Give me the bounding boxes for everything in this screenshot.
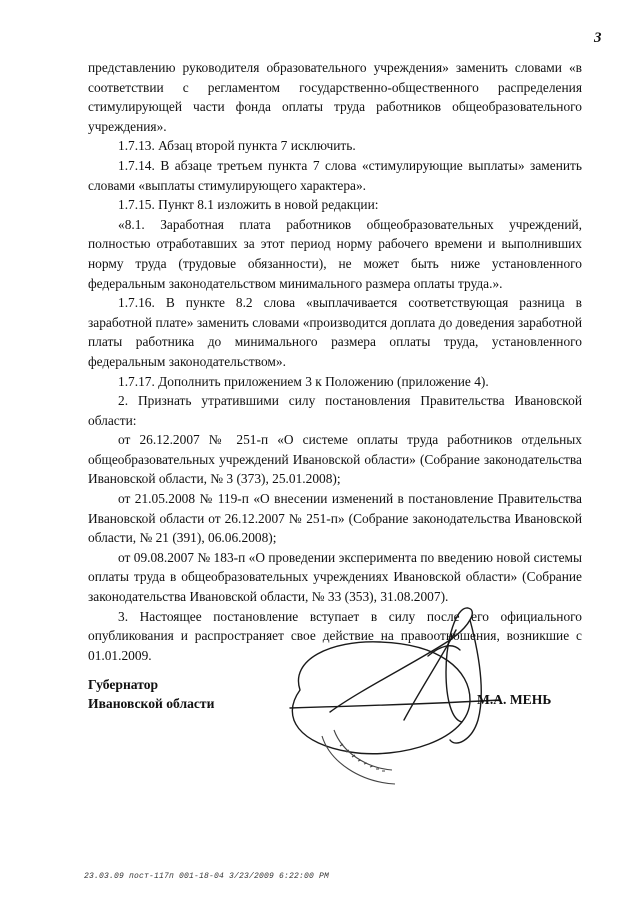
paragraph: 1.7.13. Абзац второй пункта 7 исключить. <box>118 138 356 154</box>
paragraph: представлению руководителя образовательного учреждения» заменить словами «в соответствии с регламентом государственно-общественного распределения стимулирующей части фонда оплаты труда работников общеобразовательного учреждения». <box>88 60 582 134</box>
paragraph: 1.7.14. В абзаце третьем пункта 7 слова «стимулирующие выплаты» заменить словами «выплаты стимулирующего характера». <box>88 157 582 193</box>
paragraph: 1.7.16. В пункте 8.2 слова «выплачивается соответствующая разница в заработной плате» заменить словами «производится доплата до доведения заработной платы работника до минимального размера оплаты труда, установленного федеральным законодательством». <box>88 295 582 369</box>
paragraph: 3. Настоящее постановление вступает в силу после его официального опубликования и распространяет свое действие на правоотношения, возникшие с 01.01.2009. <box>88 608 582 663</box>
governor-name: М.А. МЕНЬ <box>477 692 552 707</box>
governor-title-line1: Губернатор <box>88 677 159 692</box>
page-number: 3 <box>594 30 602 46</box>
governor-title-line2: Ивановской области <box>88 696 215 711</box>
stamp-icon <box>322 730 395 784</box>
paragraph: от 21.05.2008 № 119-п «О внесении изменений в постановление Правительства Ивановской области от 26.12.2007 № 251-п» (Собрание законодательства Ивановской области, № 21 (391), 06.06.2008); <box>88 491 582 546</box>
paragraph: 1.7.15. Пункт 8.1 изложить в новой редакции: <box>118 197 379 213</box>
document-body <box>88 58 582 665</box>
document-footer: 23.03.09 пост-117п 001-18-04 3/23/2009 6:22:00 PM <box>84 872 330 881</box>
paragraph: 2. Признать утратившими силу постановления Правительства Ивановской области: <box>88 393 582 428</box>
paragraph: от 09.08.2007 № 183-п «О проведении эксперимента по введению новой системы оплаты труда в общеобразовательных учреждениях Ивановской области» (Собрание законодательства Ивановской области, № 33 (353), 31.08.2007). <box>88 549 582 605</box>
paragraph: 1.7.17. Дополнить приложением 3 к Положению (приложение 4). <box>118 373 489 389</box>
governor-title <box>88 675 214 713</box>
paragraph: от 26.12.2007 № 251-п «О системе оплаты труда работников отдельных общеобразовательных учреждений Ивановской области» (Собрание законодательства Ивановской области, № 3 (373), 25.01.2008); <box>88 432 582 487</box>
paragraph: «8.1. Заработная плата работников общеобразовательных учреждений, полностью отработавших за этот период норму рабочего времени и выполнивших норму труда (трудовые обязанности), не может быть ниже установленного федеральным законодательством минимального размера оплаты труда.». <box>88 216 582 291</box>
